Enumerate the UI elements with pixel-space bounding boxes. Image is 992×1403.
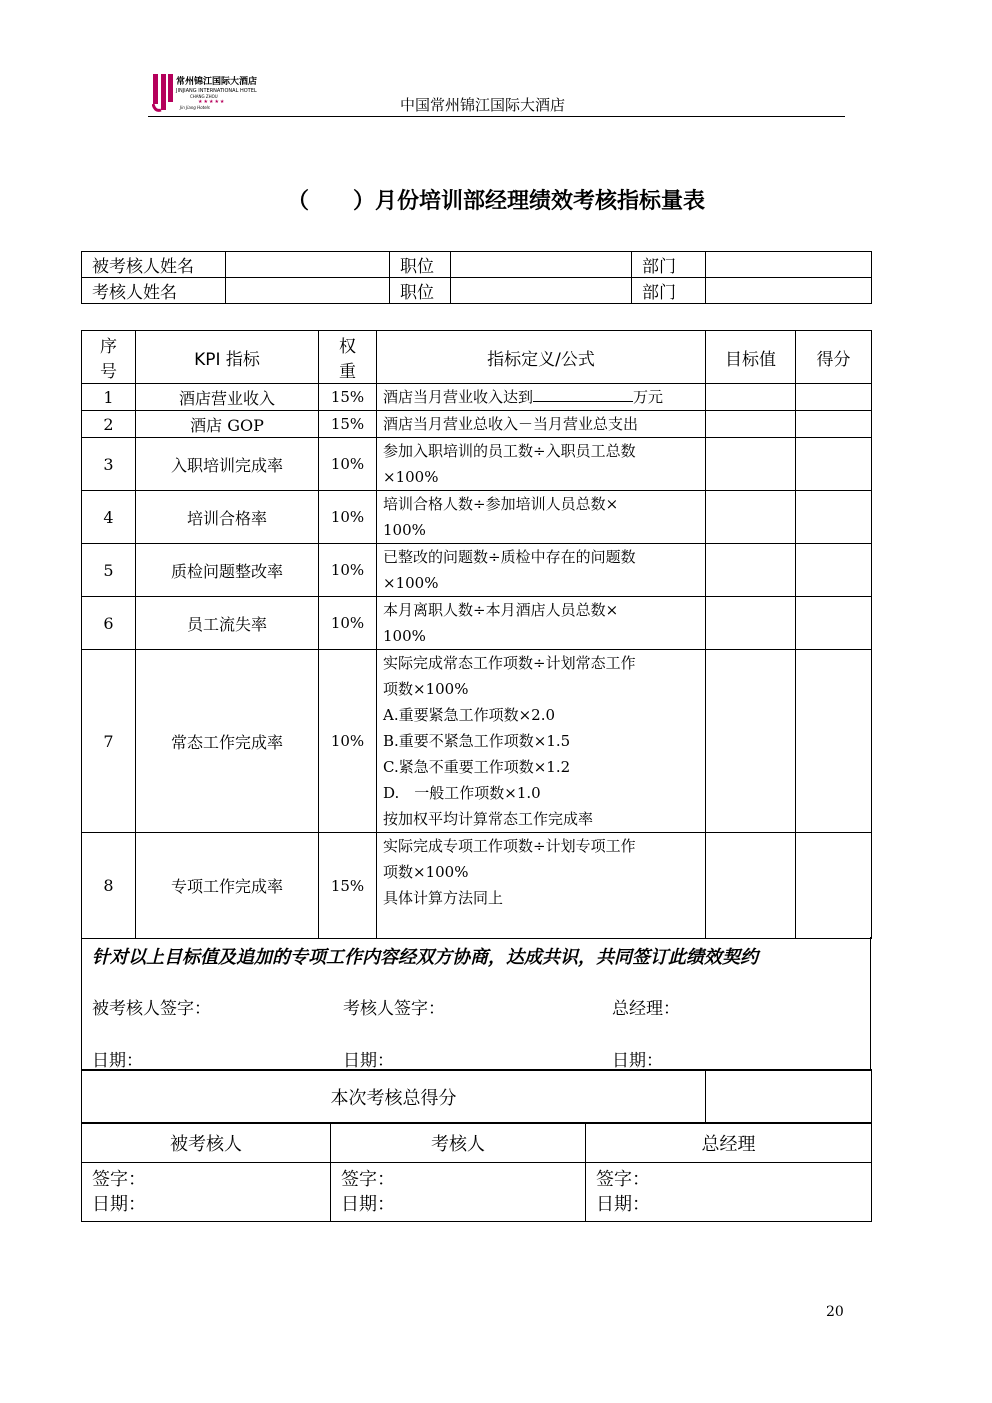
assessee-signature-cell[interactable]: 签字： 日期： — [82, 1163, 331, 1222]
kpi-header-row — [82, 331, 872, 384]
agreement-section — [81, 937, 871, 1071]
gm-date-label: 日期： — [612, 1051, 663, 1071]
header-assessor: 考核人 — [331, 1123, 586, 1163]
header-weight: 权 重 — [319, 331, 377, 384]
header-seq: 序 号 — [82, 331, 136, 384]
agreement-text: 针对以上目标值及追加的专项工作内容经双方协商，达成共识，共同签订此绩效契约 — [92, 947, 758, 968]
logo-stars: ★★★★★ — [198, 99, 226, 105]
score-cell[interactable] — [796, 650, 872, 833]
target-cell[interactable] — [706, 438, 796, 491]
total-score-field[interactable] — [706, 1070, 872, 1124]
target-cell[interactable] — [706, 384, 796, 411]
signature-body-row — [82, 1163, 872, 1222]
definition-cell: 本月离职人数÷本月酒店人员总数× 100% — [377, 597, 706, 650]
target-cell[interactable] — [706, 411, 796, 438]
table-row: 3 入职培训完成率 10% 参加入职培训的员工数÷入职员工总数 ×100% — [82, 438, 872, 491]
score-cell[interactable] — [796, 597, 872, 650]
signature-header-row — [82, 1123, 872, 1163]
target-cell[interactable] — [706, 833, 796, 939]
definition-cell: 参加入职培训的员工数÷入职员工总数 ×100% — [377, 438, 706, 491]
assessee-row — [82, 252, 872, 278]
header-kpi: KPI 指标 — [136, 331, 319, 384]
header-target: 目标值 — [706, 331, 796, 384]
score-cell[interactable] — [796, 411, 872, 438]
assessor-dept-field[interactable] — [706, 278, 872, 304]
table-row: 2 酒店 GOP 15% 酒店当月营业总收入－当月营业总支出 — [82, 411, 872, 438]
table-row: 4 培训合格率 10% 培训合格人数÷参加培训人员总数× 100% — [82, 491, 872, 544]
definition-cell: 培训合格人数÷参加培训人员总数× 100% — [377, 491, 706, 544]
header-divider — [148, 116, 845, 117]
assessee-dept-field[interactable] — [706, 252, 872, 278]
header-definition: 指标定义/公式 — [377, 331, 706, 384]
table-row: 8 专项工作完成率 15% 实际完成专项工作项数÷计划专项工作 项数×100% 具体计算方法同上 — [82, 833, 872, 939]
table-row: 1 酒店营业收入 15% 酒店当月营业收入达到 万元 — [82, 384, 872, 411]
definition-cell: 实际完成专项工作项数÷计划专项工作 项数×100% 具体计算方法同上 — [377, 833, 706, 939]
header-score: 得分 — [796, 331, 872, 384]
jj-logo-icon — [152, 72, 174, 112]
total-score-label: 本次考核总得分 — [82, 1070, 706, 1124]
kpi-table — [81, 330, 872, 939]
gm-signature-cell[interactable]: 签字： 日期： — [586, 1163, 872, 1222]
assessee-info-table — [81, 251, 872, 304]
assessor-date-label: 日期： — [343, 1051, 394, 1071]
assessor-dept-label: 部门 — [632, 278, 706, 304]
target-cell[interactable] — [706, 491, 796, 544]
gm-sign-label: 总经理： — [612, 999, 680, 1019]
score-cell[interactable] — [796, 491, 872, 544]
assessee-position-field[interactable] — [451, 252, 632, 278]
logo-name-cn: 常州锦江国际大酒店 — [176, 77, 258, 87]
score-cell[interactable] — [796, 384, 872, 411]
target-cell[interactable] — [706, 597, 796, 650]
table-row: 6 员工流失率 10% 本月离职人数÷本月酒店人员总数× 100% — [82, 597, 872, 650]
score-cell[interactable] — [796, 438, 872, 491]
target-cell[interactable] — [706, 650, 796, 833]
definition-cell: 酒店当月营业收入达到 万元 — [377, 384, 706, 411]
hotel-name: 中国常州锦江国际大酒店 — [400, 96, 566, 114]
logo-name-en: JINJIANG INTERNATIONAL HOTEL — [176, 88, 257, 94]
score-cell[interactable] — [796, 833, 872, 939]
assessee-name-label: 被考核人姓名 — [82, 252, 226, 278]
assessor-position-field[interactable] — [451, 278, 632, 304]
assessee-sign-label: 被考核人签字： — [92, 999, 211, 1019]
assessee-date-label: 日期： — [92, 1051, 143, 1071]
assessee-position-label: 职位 — [390, 252, 451, 278]
assessee-name-field[interactable] — [226, 252, 390, 278]
definition-cell: 已整改的问题数÷质检中存在的问题数 ×100% — [377, 544, 706, 597]
assessor-name-field[interactable] — [226, 278, 390, 304]
header-assessee: 被考核人 — [82, 1123, 331, 1163]
table-row: 7 常态工作完成率 10% 实际完成常态工作项数÷计划常态工作 项数×100% A.重要紧急工作项数×2.0 B.重要不紧急工作项数×1.5 C.紧急不重要工作项数×1.2 D. 一般工作项数×1.0 按加权平均计算常态工作完成率 — [82, 650, 872, 833]
document-title: （ ）月份培训部经理绩效考核指标量表 — [286, 189, 705, 214]
logo-city: CHANG ZHOU — [190, 94, 218, 99]
assessor-position-label: 职位 — [390, 278, 451, 304]
assessee-dept-label: 部门 — [632, 252, 706, 278]
definition-cell: 实际完成常态工作项数÷计划常态工作 项数×100% A.重要紧急工作项数×2.0 B.重要不紧急工作项数×1.5 C.紧急不重要工作项数×1.2 D. 一般工作项数×1.0 按加权平均计算常态工作完成率 — [377, 650, 706, 833]
fill-blank[interactable] — [533, 387, 633, 402]
table-row: 5 质检问题整改率 10% 已整改的问题数÷质检中存在的问题数 ×100% — [82, 544, 872, 597]
definition-cell: 酒店当月营业总收入－当月营业总支出 — [377, 411, 706, 438]
hotel-logo — [152, 72, 272, 118]
assessor-signature-cell[interactable]: 签字： 日期： — [331, 1163, 586, 1222]
assessor-sign-label: 考核人签字： — [343, 999, 445, 1019]
signature-table — [81, 1122, 872, 1222]
logo-brand: Jin Jiang Hotels — [180, 105, 210, 110]
total-score-table — [81, 1069, 872, 1124]
score-cell[interactable] — [796, 544, 872, 597]
assessor-name-label: 考核人姓名 — [82, 278, 226, 304]
assessor-row — [82, 278, 872, 304]
header-gm: 总经理 — [586, 1123, 872, 1163]
page-number: 20 — [826, 1304, 844, 1320]
target-cell[interactable] — [706, 544, 796, 597]
